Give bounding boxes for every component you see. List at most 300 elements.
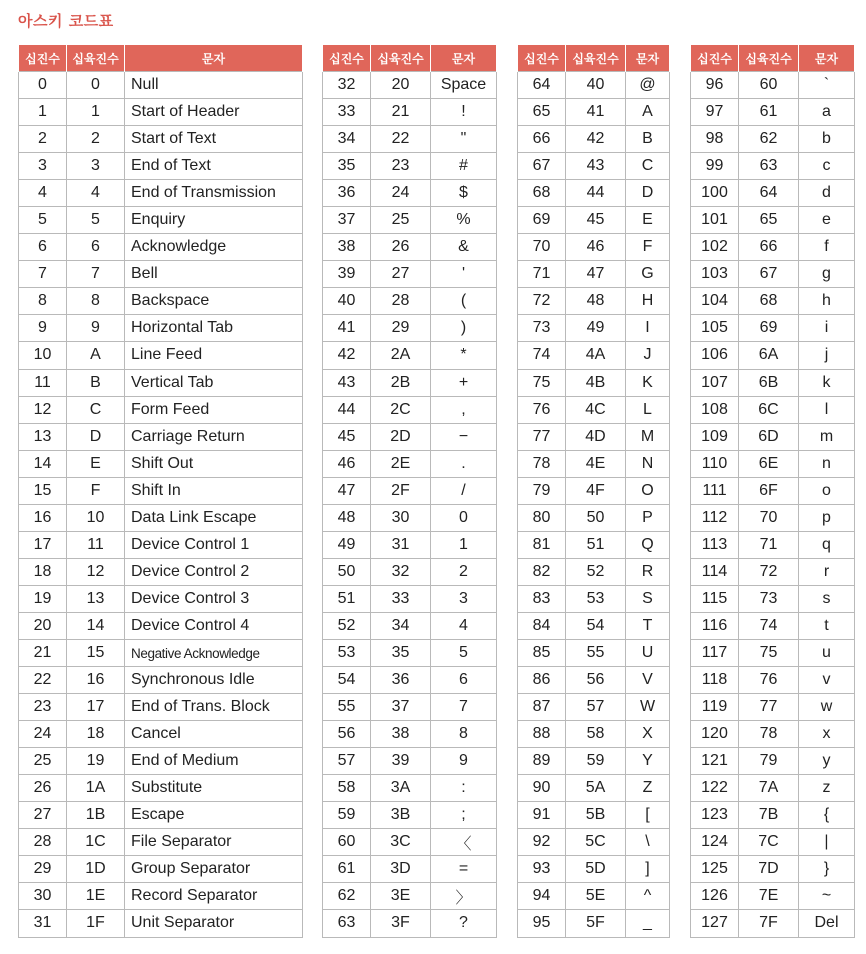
decimal-cell: 47 bbox=[323, 477, 371, 504]
hex-cell: 3C bbox=[371, 829, 431, 856]
char-cell: V bbox=[626, 667, 670, 694]
char-cell: O bbox=[626, 477, 670, 504]
char-cell: , bbox=[431, 396, 497, 423]
decimal-cell: 87 bbox=[518, 694, 566, 721]
table-row bbox=[19, 856, 303, 883]
table-row bbox=[518, 883, 670, 910]
hex-cell: 77 bbox=[739, 694, 799, 721]
table-row bbox=[518, 910, 670, 937]
hex-cell: 34 bbox=[371, 612, 431, 639]
hex-cell: 5B bbox=[566, 802, 626, 829]
hex-cell: 47 bbox=[566, 261, 626, 288]
table-row bbox=[323, 667, 497, 694]
hex-cell: 2F bbox=[371, 477, 431, 504]
char-cell: x bbox=[799, 721, 855, 748]
char-cell: Form Feed bbox=[125, 396, 303, 423]
table-row bbox=[323, 558, 497, 585]
decimal-cell: 81 bbox=[518, 531, 566, 558]
table-row bbox=[691, 910, 855, 937]
hex-cell: 4D bbox=[566, 423, 626, 450]
char-cell: # bbox=[431, 153, 497, 180]
table-row bbox=[518, 288, 670, 315]
decimal-cell: 10 bbox=[19, 342, 67, 369]
table-row bbox=[518, 504, 670, 531]
table-row bbox=[19, 910, 303, 937]
char-cell: f bbox=[799, 234, 855, 261]
table-row bbox=[323, 450, 497, 477]
decimal-cell: 122 bbox=[691, 775, 739, 802]
char-cell: 9 bbox=[431, 748, 497, 775]
decimal-cell: 56 bbox=[323, 721, 371, 748]
decimal-cell: 95 bbox=[518, 910, 566, 937]
hex-cell: 3A bbox=[371, 775, 431, 802]
char-cell: Negative Acknowledge bbox=[125, 639, 303, 666]
char-cell: 0 bbox=[431, 504, 497, 531]
table-row bbox=[19, 369, 303, 396]
decimal-cell: 75 bbox=[518, 369, 566, 396]
table-row bbox=[323, 883, 497, 910]
char-cell: @ bbox=[626, 72, 670, 99]
header-decimal: 십진수 bbox=[323, 45, 371, 72]
ascii-table-96-127 bbox=[690, 44, 855, 938]
decimal-cell: 46 bbox=[323, 450, 371, 477]
char-cell: Device Control 2 bbox=[125, 558, 303, 585]
char-cell: 8 bbox=[431, 721, 497, 748]
hex-cell: 65 bbox=[739, 207, 799, 234]
decimal-cell: 101 bbox=[691, 207, 739, 234]
table-row bbox=[19, 639, 303, 666]
hex-cell: 33 bbox=[371, 585, 431, 612]
decimal-cell: 5 bbox=[19, 207, 67, 234]
table-row bbox=[19, 694, 303, 721]
decimal-cell: 32 bbox=[323, 72, 371, 99]
hex-cell: 31 bbox=[371, 531, 431, 558]
header-hex: 십육진수 bbox=[739, 45, 799, 72]
decimal-cell: 18 bbox=[19, 558, 67, 585]
char-cell: 4 bbox=[431, 612, 497, 639]
table-row bbox=[19, 207, 303, 234]
table-row bbox=[19, 396, 303, 423]
decimal-cell: 71 bbox=[518, 261, 566, 288]
hex-cell: 24 bbox=[371, 180, 431, 207]
char-cell: ] bbox=[626, 856, 670, 883]
hex-cell: 6E bbox=[739, 450, 799, 477]
hex-cell: 73 bbox=[739, 585, 799, 612]
char-cell: d bbox=[799, 180, 855, 207]
hex-cell: 68 bbox=[739, 288, 799, 315]
table-header-row bbox=[19, 45, 303, 72]
char-cell: r bbox=[799, 558, 855, 585]
decimal-cell: 64 bbox=[518, 72, 566, 99]
decimal-cell: 31 bbox=[19, 910, 67, 937]
decimal-cell: 29 bbox=[19, 856, 67, 883]
hex-cell: 2C bbox=[371, 396, 431, 423]
table-row bbox=[691, 748, 855, 775]
table-row bbox=[19, 423, 303, 450]
decimal-cell: 52 bbox=[323, 612, 371, 639]
header-decimal: 십진수 bbox=[19, 45, 67, 72]
table-row bbox=[19, 802, 303, 829]
decimal-cell: 45 bbox=[323, 423, 371, 450]
decimal-cell: 72 bbox=[518, 288, 566, 315]
char-cell: 5 bbox=[431, 639, 497, 666]
hex-cell: 12 bbox=[67, 558, 125, 585]
hex-cell: 49 bbox=[566, 315, 626, 342]
decimal-cell: 2 bbox=[19, 126, 67, 153]
char-cell: Start of Header bbox=[125, 99, 303, 126]
char-cell: T bbox=[626, 612, 670, 639]
decimal-cell: 74 bbox=[518, 342, 566, 369]
table-row bbox=[19, 748, 303, 775]
decimal-cell: 60 bbox=[323, 829, 371, 856]
decimal-cell: 125 bbox=[691, 856, 739, 883]
table-row bbox=[518, 261, 670, 288]
table-row bbox=[323, 829, 497, 856]
table-row bbox=[323, 180, 497, 207]
table-row bbox=[323, 315, 497, 342]
char-cell: . bbox=[431, 450, 497, 477]
char-cell: 3 bbox=[431, 585, 497, 612]
char-cell: z bbox=[799, 775, 855, 802]
decimal-cell: 36 bbox=[323, 180, 371, 207]
table-row bbox=[323, 694, 497, 721]
table-row bbox=[518, 721, 670, 748]
decimal-cell: 112 bbox=[691, 504, 739, 531]
decimal-cell: 0 bbox=[19, 72, 67, 99]
hex-cell: 5E bbox=[566, 883, 626, 910]
decimal-cell: 51 bbox=[323, 585, 371, 612]
hex-cell: 5C bbox=[566, 829, 626, 856]
table-row bbox=[19, 531, 303, 558]
char-cell: h bbox=[799, 288, 855, 315]
hex-cell: 15 bbox=[67, 639, 125, 666]
hex-cell: 4B bbox=[566, 369, 626, 396]
decimal-cell: 96 bbox=[691, 72, 739, 99]
hex-cell: 43 bbox=[566, 153, 626, 180]
char-cell: N bbox=[626, 450, 670, 477]
table-row bbox=[691, 180, 855, 207]
char-cell: { bbox=[799, 802, 855, 829]
hex-cell: 35 bbox=[371, 639, 431, 666]
decimal-cell: 91 bbox=[518, 802, 566, 829]
hex-cell: 61 bbox=[739, 99, 799, 126]
table-row bbox=[518, 234, 670, 261]
hex-cell: 6 bbox=[67, 234, 125, 261]
decimal-cell: 89 bbox=[518, 748, 566, 775]
hex-cell: 64 bbox=[739, 180, 799, 207]
table-row bbox=[323, 423, 497, 450]
hex-cell: C bbox=[67, 396, 125, 423]
table-header-row bbox=[691, 45, 855, 72]
char-cell: ( bbox=[431, 288, 497, 315]
char-cell: S bbox=[626, 585, 670, 612]
decimal-cell: 62 bbox=[323, 883, 371, 910]
hex-cell: 27 bbox=[371, 261, 431, 288]
table-row bbox=[691, 829, 855, 856]
decimal-cell: 50 bbox=[323, 558, 371, 585]
char-cell: b bbox=[799, 126, 855, 153]
decimal-cell: 67 bbox=[518, 153, 566, 180]
hex-cell: 56 bbox=[566, 667, 626, 694]
hex-cell: 6D bbox=[739, 423, 799, 450]
char-cell: I bbox=[626, 315, 670, 342]
decimal-cell: 77 bbox=[518, 423, 566, 450]
hex-cell: 60 bbox=[739, 72, 799, 99]
hex-cell: 7A bbox=[739, 775, 799, 802]
hex-cell: F bbox=[67, 477, 125, 504]
table-row bbox=[518, 558, 670, 585]
char-cell: o bbox=[799, 477, 855, 504]
decimal-cell: 79 bbox=[518, 477, 566, 504]
decimal-cell: 90 bbox=[518, 775, 566, 802]
table-row bbox=[323, 153, 497, 180]
table-row bbox=[19, 315, 303, 342]
hex-cell: 40 bbox=[566, 72, 626, 99]
hex-cell: 5A bbox=[566, 775, 626, 802]
table-row bbox=[518, 694, 670, 721]
hex-cell: 0 bbox=[67, 72, 125, 99]
char-cell: Z bbox=[626, 775, 670, 802]
decimal-cell: 126 bbox=[691, 883, 739, 910]
char-cell: Escape bbox=[125, 802, 303, 829]
char-cell: a bbox=[799, 99, 855, 126]
char-cell: B bbox=[626, 126, 670, 153]
hex-cell: 70 bbox=[739, 504, 799, 531]
char-cell: ? bbox=[431, 910, 497, 937]
char-cell: P bbox=[626, 504, 670, 531]
decimal-cell: 124 bbox=[691, 829, 739, 856]
decimal-cell: 123 bbox=[691, 802, 739, 829]
table-row bbox=[19, 99, 303, 126]
hex-cell: 5F bbox=[566, 910, 626, 937]
decimal-cell: 14 bbox=[19, 450, 67, 477]
table-row bbox=[19, 477, 303, 504]
ascii-table-0-31 bbox=[18, 44, 303, 938]
hex-cell: 25 bbox=[371, 207, 431, 234]
table-row bbox=[323, 504, 497, 531]
table-row bbox=[691, 369, 855, 396]
decimal-cell: 4 bbox=[19, 180, 67, 207]
hex-cell: 55 bbox=[566, 639, 626, 666]
decimal-cell: 26 bbox=[19, 775, 67, 802]
hex-cell: 6B bbox=[739, 369, 799, 396]
decimal-cell: 82 bbox=[518, 558, 566, 585]
char-cell: Null bbox=[125, 72, 303, 99]
header-hex: 십육진수 bbox=[67, 45, 125, 72]
table-row bbox=[518, 802, 670, 829]
decimal-cell: 49 bbox=[323, 531, 371, 558]
table-row bbox=[323, 612, 497, 639]
hex-cell: 4E bbox=[566, 450, 626, 477]
table-row bbox=[518, 180, 670, 207]
decimal-cell: 21 bbox=[19, 639, 67, 666]
hex-cell: 2D bbox=[371, 423, 431, 450]
decimal-cell: 57 bbox=[323, 748, 371, 775]
char-cell: ' bbox=[431, 261, 497, 288]
decimal-cell: 59 bbox=[323, 802, 371, 829]
decimal-cell: 111 bbox=[691, 477, 739, 504]
decimal-cell: 25 bbox=[19, 748, 67, 775]
decimal-cell: 41 bbox=[323, 315, 371, 342]
char-cell: J bbox=[626, 342, 670, 369]
char-cell: " bbox=[431, 126, 497, 153]
char-cell: ~ bbox=[799, 883, 855, 910]
char-cell: ) bbox=[431, 315, 497, 342]
char-cell: Acknowledge bbox=[125, 234, 303, 261]
hex-cell: A bbox=[67, 342, 125, 369]
char-cell: ; bbox=[431, 802, 497, 829]
table-row bbox=[691, 531, 855, 558]
table-row bbox=[518, 667, 670, 694]
char-cell: w bbox=[799, 694, 855, 721]
table-row bbox=[323, 585, 497, 612]
table-row bbox=[691, 721, 855, 748]
decimal-cell: 40 bbox=[323, 288, 371, 315]
table-row bbox=[691, 72, 855, 99]
table-row bbox=[691, 504, 855, 531]
table-row bbox=[518, 450, 670, 477]
hex-cell: 4C bbox=[566, 396, 626, 423]
table-row bbox=[691, 288, 855, 315]
decimal-cell: 107 bbox=[691, 369, 739, 396]
decimal-cell: 48 bbox=[323, 504, 371, 531]
hex-cell: 71 bbox=[739, 531, 799, 558]
char-cell: u bbox=[799, 639, 855, 666]
char-cell: C bbox=[626, 153, 670, 180]
char-cell: R bbox=[626, 558, 670, 585]
char-cell: Record Separator bbox=[125, 883, 303, 910]
hex-cell: 6F bbox=[739, 477, 799, 504]
table-row bbox=[323, 99, 497, 126]
char-cell: & bbox=[431, 234, 497, 261]
table-row bbox=[323, 261, 497, 288]
decimal-cell: 23 bbox=[19, 694, 67, 721]
table-row bbox=[323, 856, 497, 883]
decimal-cell: 17 bbox=[19, 531, 67, 558]
hex-cell: 3E bbox=[371, 883, 431, 910]
char-cell: Device Control 1 bbox=[125, 531, 303, 558]
char-cell: i bbox=[799, 315, 855, 342]
decimal-cell: 114 bbox=[691, 558, 739, 585]
hex-cell: E bbox=[67, 450, 125, 477]
char-cell: p bbox=[799, 504, 855, 531]
decimal-cell: 33 bbox=[323, 99, 371, 126]
hex-cell: 1F bbox=[67, 910, 125, 937]
hex-cell: 1B bbox=[67, 802, 125, 829]
table-row bbox=[323, 802, 497, 829]
table-row bbox=[518, 423, 670, 450]
table-row bbox=[518, 612, 670, 639]
header-decimal: 십진수 bbox=[691, 45, 739, 72]
decimal-cell: 63 bbox=[323, 910, 371, 937]
char-cell: ^ bbox=[626, 883, 670, 910]
table-row bbox=[19, 180, 303, 207]
table-row bbox=[19, 883, 303, 910]
table-row bbox=[691, 234, 855, 261]
decimal-cell: 43 bbox=[323, 369, 371, 396]
table-row bbox=[518, 531, 670, 558]
hex-cell: 37 bbox=[371, 694, 431, 721]
page-title: 아스키 코드표 bbox=[18, 12, 114, 30]
hex-cell: 7B bbox=[739, 802, 799, 829]
char-cell: Synchronous Idle bbox=[125, 667, 303, 694]
table-row bbox=[19, 775, 303, 802]
char-cell: m bbox=[799, 423, 855, 450]
char-cell: 6 bbox=[431, 667, 497, 694]
decimal-cell: 11 bbox=[19, 369, 67, 396]
table-row bbox=[518, 639, 670, 666]
hex-cell: 1C bbox=[67, 829, 125, 856]
hex-cell: 1 bbox=[67, 99, 125, 126]
decimal-cell: 7 bbox=[19, 261, 67, 288]
hex-cell: 7F bbox=[739, 910, 799, 937]
char-cell: A bbox=[626, 99, 670, 126]
table-row bbox=[19, 558, 303, 585]
decimal-cell: 44 bbox=[323, 396, 371, 423]
char-cell: v bbox=[799, 667, 855, 694]
decimal-cell: 85 bbox=[518, 639, 566, 666]
hex-cell: 13 bbox=[67, 585, 125, 612]
hex-cell: 2 bbox=[67, 126, 125, 153]
char-cell: | bbox=[799, 829, 855, 856]
table-row bbox=[518, 342, 670, 369]
header-char: 문자 bbox=[799, 45, 855, 72]
table-row bbox=[518, 748, 670, 775]
table-row bbox=[323, 207, 497, 234]
decimal-cell: 109 bbox=[691, 423, 739, 450]
decimal-cell: 27 bbox=[19, 802, 67, 829]
hex-cell: 7C bbox=[739, 829, 799, 856]
table-row bbox=[518, 72, 670, 99]
hex-cell: 53 bbox=[566, 585, 626, 612]
hex-cell: 48 bbox=[566, 288, 626, 315]
hex-cell: 3D bbox=[371, 856, 431, 883]
decimal-cell: 20 bbox=[19, 612, 67, 639]
hex-cell: 66 bbox=[739, 234, 799, 261]
decimal-cell: 88 bbox=[518, 721, 566, 748]
char-cell: K bbox=[626, 369, 670, 396]
hex-cell: 78 bbox=[739, 721, 799, 748]
table-row bbox=[323, 721, 497, 748]
table-row bbox=[323, 396, 497, 423]
decimal-cell: 38 bbox=[323, 234, 371, 261]
table-row bbox=[323, 639, 497, 666]
decimal-cell: 120 bbox=[691, 721, 739, 748]
char-cell: Shift In bbox=[125, 477, 303, 504]
char-cell: c bbox=[799, 153, 855, 180]
table-row bbox=[19, 126, 303, 153]
decimal-cell: 54 bbox=[323, 667, 371, 694]
table-row bbox=[19, 829, 303, 856]
table-row bbox=[691, 585, 855, 612]
decimal-cell: 121 bbox=[691, 748, 739, 775]
char-cell: Unit Separator bbox=[125, 910, 303, 937]
char-cell: Group Separator bbox=[125, 856, 303, 883]
hex-cell: 3F bbox=[371, 910, 431, 937]
table-row bbox=[691, 99, 855, 126]
table-row bbox=[691, 315, 855, 342]
char-cell: Line Feed bbox=[125, 342, 303, 369]
table-row bbox=[323, 748, 497, 775]
char-cell: M bbox=[626, 423, 670, 450]
decimal-cell: 65 bbox=[518, 99, 566, 126]
decimal-cell: 118 bbox=[691, 667, 739, 694]
char-cell: Del bbox=[799, 910, 855, 937]
char-cell: Device Control 4 bbox=[125, 612, 303, 639]
table-row bbox=[19, 667, 303, 694]
hex-cell: 59 bbox=[566, 748, 626, 775]
decimal-cell: 73 bbox=[518, 315, 566, 342]
